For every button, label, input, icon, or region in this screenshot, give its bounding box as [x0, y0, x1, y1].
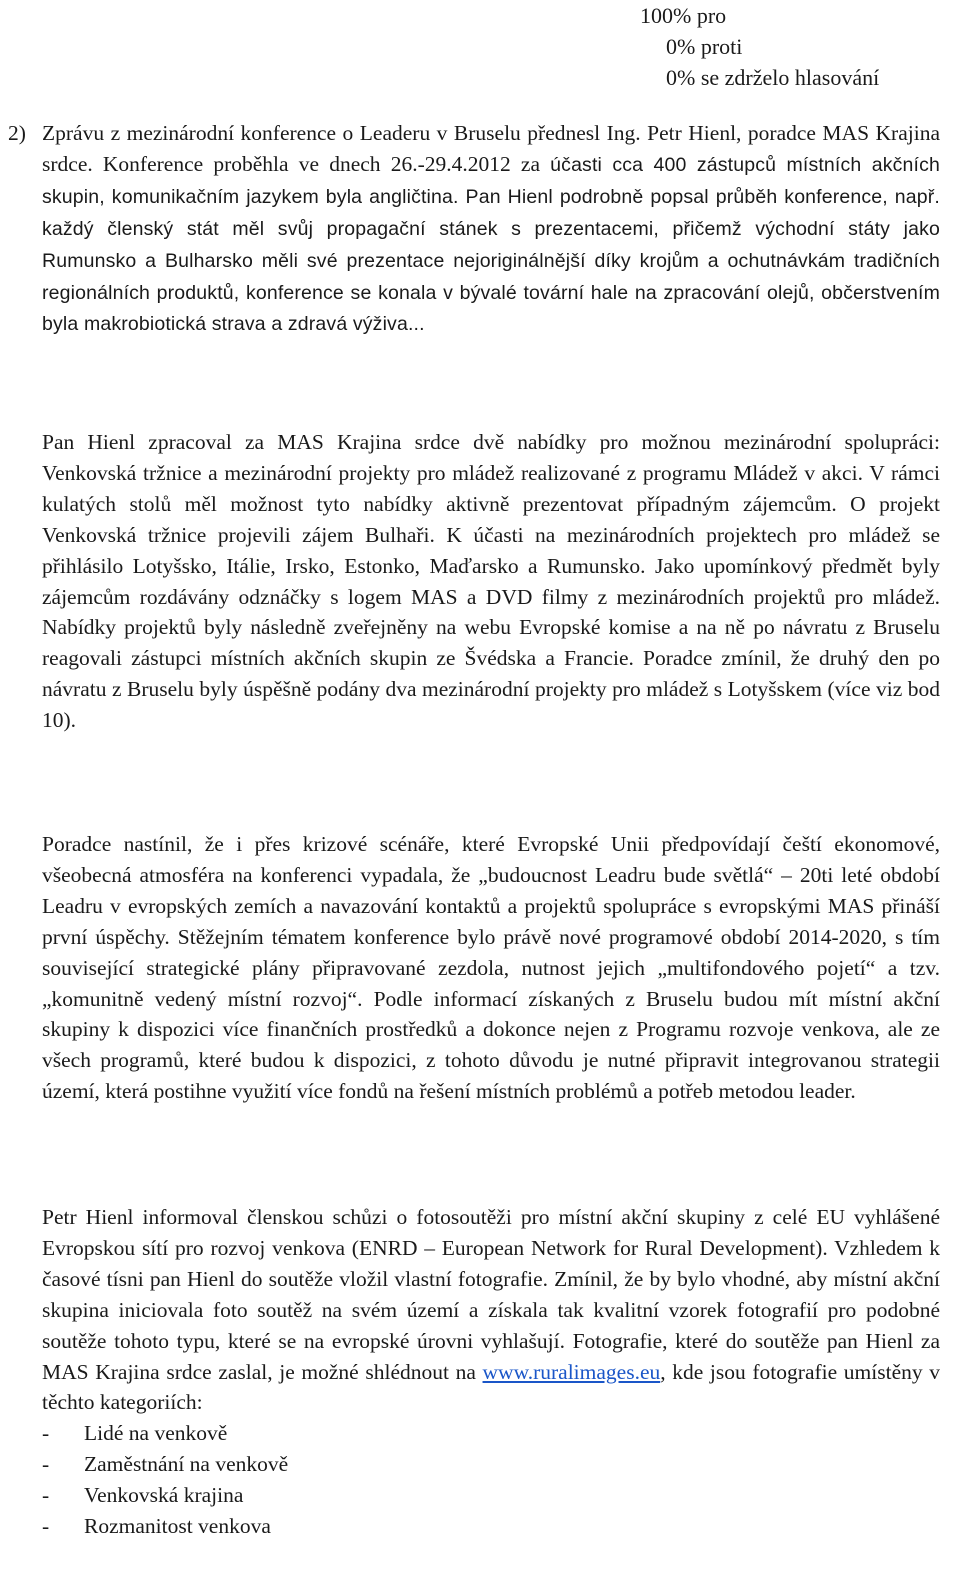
list-dash: -: [42, 1452, 50, 1477]
list-dash: -: [42, 1421, 50, 1446]
vote-for: 100% pro: [640, 3, 727, 28]
list-item-label: Rozmanitost venkova: [84, 1514, 271, 1539]
list-dash: -: [42, 1483, 50, 1508]
list-item: [42, 1511, 940, 1542]
item-2-text-sans: účasti cca 400 zástupců místních akčních skupin, komunikačním jazykem byla angličtina. Pan Hienl podrobně popsal průběh konference, např. každý členský stát měl svůj propagační stánek s prezentacemi, přičemž východní státy jako Rumunsko a Bulharsko měli své prezentace nejoriginálnější díky krojům a ochutnávkám tradičních regionálních produktů, konference se konala v bývalé tovární hale na zpracování olejů, občerstvením byla makrobiotická strava a zdravá výživa...: [42, 153, 940, 336]
agenda-item-2: [8, 118, 940, 340]
vote-abstained: 0% se zdrželo hlasování: [666, 65, 880, 90]
item-2-text: [42, 118, 940, 340]
paragraph-photo-contest: [42, 1202, 940, 1542]
paragraph-cooperation-offers: Pan Hienl zpracoval za MAS Krajina srdce dvě nabídky pro možnou mezinárodní spolupráci: Venkovská tržnice a mezinárodní projekty pro mládež realizované z programu Mládež v akci. V rámci kulatých stolů měl možnost tyto nabídky aktivně prezentovat případným zájemcům. O projekt Venkovská tržnice projevili zájem Bulhaři. K účasti na mezinárodních projektech pro mládež se přihlásilo Lotyšsko, Itálie, Irsko, Estonko, Maďarsko a Rumunsko. Jako upomínkový předmět byly zájemcům rozdávány odznáčky s logem MAS a DVD filmy z mezinárodních projektů pro mládež. Nabídky projektů byly následně zveřejněny na webu Evropské komise a na ně po návratu z Bruselu reagovali zástupci místních akčních skupin ze Švédska a Francie. Poradce zmínil, že druhý den po návratu z Bruselu byly úspěšně podány dva mezinárodní projekty pro mládež s Lotyšskem (více viz bod 10).: [42, 430, 940, 733]
photo-contest-text-after: , kde jsou fotografie umístěny v těchto kategoriích:: [42, 1359, 940, 1415]
list-dash: -: [42, 1514, 50, 1539]
list-item-label: Venkovská krajina: [84, 1483, 244, 1508]
category-list: [42, 1418, 940, 1542]
list-item: [42, 1418, 940, 1449]
list-item-label: Zaměstnání na venkově: [84, 1452, 289, 1477]
vote-against: 0% proti: [666, 34, 743, 59]
list-item-label: Lidé na venkově: [84, 1421, 228, 1446]
ruralimages-link[interactable]: www.ruralimages.eu: [482, 1359, 661, 1384]
paragraph-conference-outlook: Poradce nastínil, že i přes krizové scénáře, které Evropské Unii předpovídají čeští ekonomové, všeobecná atmosféra na konferenci vypadala, že „budoucnost Leadru bude světlá“ – 20ti leté období Leadru v evropských zemích a navazování kontaktů a projektů spolupráce s evropskými MAS přináší první úspěchy. Stěžejním tématem konference bylo právě nové programové období 2014-2020, s tím související strategické plány připravované zezdola, nutnost jejich „multifondového pojetí“ a tzv. „komunitně vedený místní rozvoj“. Podle informací získaných z Bruselu budou mít místní akční skupiny k dispozici více finančních prostředků a dokonce nejen z Programu rozvoje venkova, ale ze všech programů, které budou k dispozici, z tohoto důvodu je nutné připravit integrovanou strategii území, která postihne využití více fondů na řešení místních problémů a potřeb metodou leader.: [42, 832, 940, 1104]
item-2-text-serif: Zprávu z mezinárodní konference o Leaderu v Bruselu přednesl Ing. Petr Hienl, poradce MAS Krajina srdce. Konference proběhla ve dnech 26.-29.4.2012 za: [42, 121, 940, 176]
list-item: [42, 1480, 940, 1511]
vote-results: [640, 0, 879, 93]
list-item: [42, 1449, 940, 1480]
item-number: 2): [8, 121, 26, 145]
photo-contest-text: Petr Hienl informoval členskou schůzi o fotosoutěži pro místní akční skupiny z celé EU vyhlášené Evropskou sítí pro rozvoj venkova (ENRD – European Network for Rural Development). Vzhledem k časové tísni pan Hienl do soutěže vložil vlastní fotografie. Zmínil, že by bylo vhodné, aby místní akční skupina iniciovala foto soutěž na svém území a získala tak kvalitní vzorek fotografií pro podobné soutěže tohoto typu, které se na evropské úrovni vyhlašují. Fotografie, které do soutěže pan Hienl za MAS Krajina srdce zaslal, je možné shlédnout na: [42, 1205, 940, 1384]
